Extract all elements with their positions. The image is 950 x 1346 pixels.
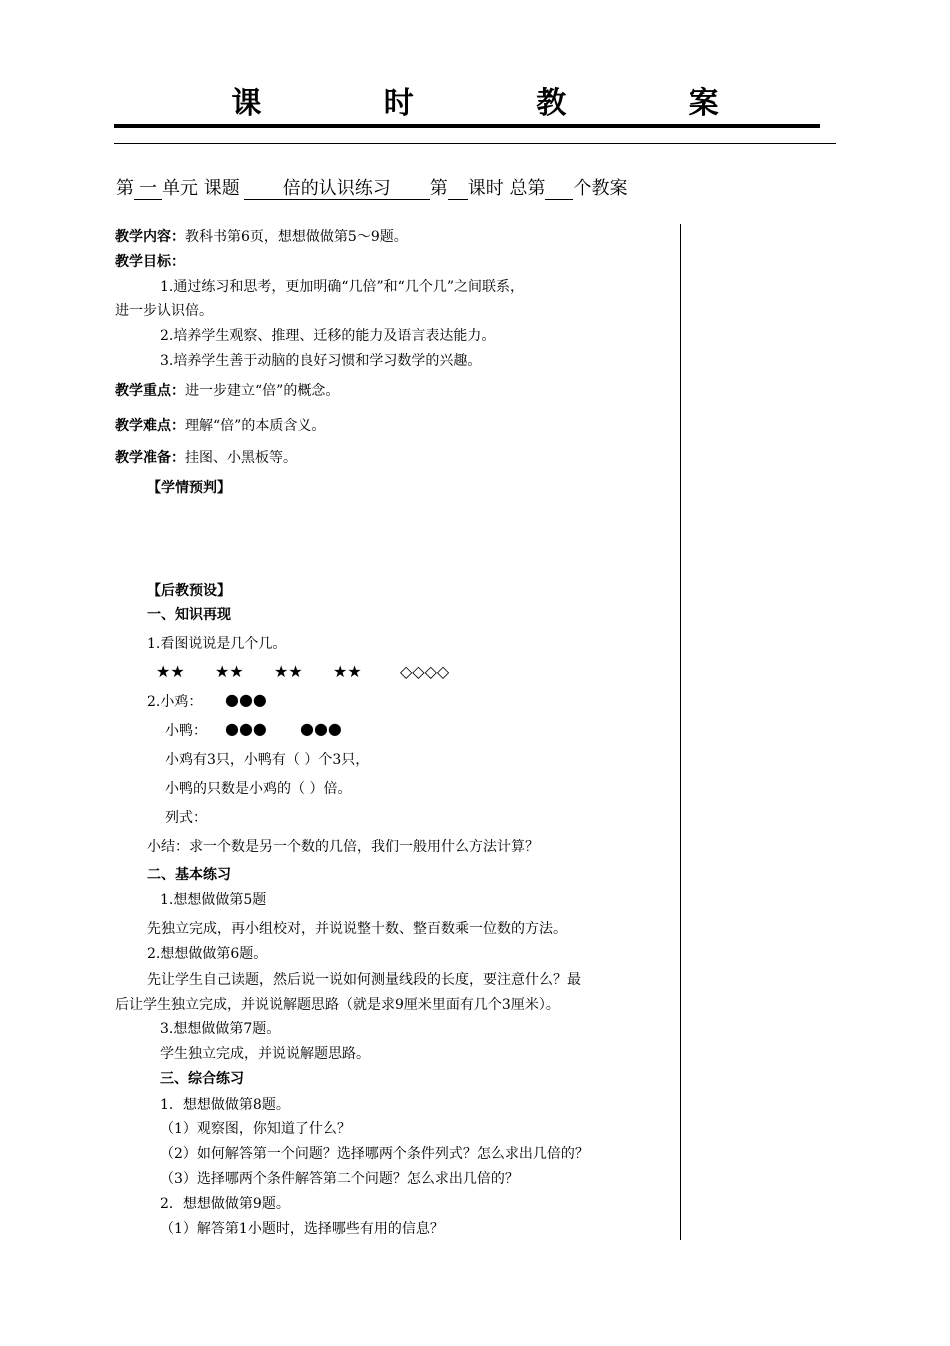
s2-question-3: 3.想想做做第7题。 [160, 1021, 281, 1037]
chick-label: 2.小鸡： [147, 694, 203, 710]
s3-question-2: 2．想想做做第9题。 [160, 1196, 290, 1212]
prep-label: 教学准备： [115, 450, 185, 466]
s3-question-1: 1．想想做做第8题。 [160, 1097, 290, 1113]
star-group-2: ★★ [215, 662, 244, 681]
section-2-heading: 二、基本练习 [147, 867, 231, 883]
unit-field: 一 [134, 179, 162, 200]
header-text-5: 个教案 [573, 178, 628, 199]
diamond-group: ◇◇◇◇ [400, 662, 450, 681]
column-divider [680, 224, 681, 1240]
content-text: 教科书第6页，想想做做第5～9题。 [185, 229, 408, 245]
s2-question-3-desc: 学生独立完成，并说说解题思路。 [160, 1046, 370, 1062]
focus-line [115, 382, 339, 400]
chick-dots: ●●● [225, 690, 267, 709]
s2-question-2-desc-1: 先让学生自己读题，然后说一说如何测量线段的长度，要注意什么？最 [147, 972, 581, 988]
lesson-header [116, 174, 627, 200]
star-group-1: ★★ [156, 662, 185, 681]
goal-3: 3.培养学生善于动脑的良好习惯和学习数学的兴趣。 [160, 353, 482, 369]
goals-label: 教学目标： [115, 254, 185, 270]
focus-label: 教学重点： [115, 383, 185, 399]
title-rule-thick [114, 124, 820, 128]
s3-question-2-a: （1）解答第1小题时，选择哪些有用的信息？ [160, 1221, 444, 1237]
goal-1-line-1: 1.通过练习和思考，更加明确“几倍”和“几个几”之间联系， [160, 279, 524, 295]
section-1-heading: 一、知识再现 [147, 607, 231, 623]
prejudge-heading: 【学情预判】 [147, 480, 231, 496]
content-line [115, 228, 408, 246]
prep-text: 挂图、小黑板等。 [185, 450, 297, 466]
total-number-field [545, 179, 573, 200]
section-3-heading: 三、综合练习 [160, 1071, 244, 1087]
duck-dots-2: ●●● [300, 719, 342, 738]
duck-dots-1: ●●● [225, 719, 267, 738]
goal-2: 2.培养学生观察、推理、迁移的能力及语言表达能力。 [160, 328, 496, 344]
content-label: 教学内容： [115, 229, 185, 245]
s3-question-1-c: （3）选择哪两个条件解答第二个问题？怎么求出几倍的？ [160, 1171, 519, 1187]
s1-question-1: 1.看图说说是几个几。 [147, 636, 287, 652]
s2-question-1-desc: 先独立完成，再小组校对，并说说整十数、整百数乘一位数的方法。 [147, 921, 567, 937]
header-text-4: 课时 总第 [467, 178, 546, 199]
header-text-1: 第 [116, 178, 134, 199]
focus-text: 进一步建立“倍”的概念。 [185, 383, 340, 399]
prep-line [115, 449, 297, 467]
page-title: 课 时 教 案 [231, 86, 775, 121]
s3-question-1-a: （1）观察图，你知道了什么？ [160, 1121, 351, 1137]
chick-duck-statement: 小鸡有3只，小鸭有（ ）个3只， [165, 752, 370, 768]
goal-1-line-2: 进一步认识倍。 [115, 303, 213, 319]
times-statement: 小鸭的只数是小鸡的（ ）倍。 [165, 781, 352, 797]
star-group-3: ★★ [274, 662, 303, 681]
star-group-4: ★★ [333, 662, 362, 681]
topic-field: 倍的认识练习 [244, 179, 430, 200]
s2-question-1: 1.想想做做第5题 [160, 892, 267, 908]
title-rule-thin [114, 143, 836, 144]
difficulty-text: 理解“倍”的本质含义。 [185, 418, 326, 434]
header-text-2: 单元 课题 [162, 178, 240, 199]
header-text-3: 第 [429, 178, 448, 199]
plan-heading: 【后教预设】 [147, 583, 231, 599]
s2-question-2-desc-2: 后让学生独立完成，并说说解题思路（就是求9厘米里面有几个3厘米）。 [115, 997, 560, 1013]
formula-label: 列式： [165, 810, 207, 826]
s2-question-2: 2.想想做做第6题。 [147, 946, 268, 962]
difficulty-line [115, 417, 325, 435]
difficulty-label: 教学难点： [115, 418, 185, 434]
summary-question: 小结：求一个数是另一个数的几倍，我们一般用什么方法计算？ [147, 839, 539, 855]
duck-label: 小鸭： [165, 723, 207, 739]
s3-question-1-b: （2）如何解答第一个问题？选择哪两个条件列式？怎么求出几倍的？ [160, 1146, 589, 1162]
lesson-number-field [448, 179, 468, 200]
